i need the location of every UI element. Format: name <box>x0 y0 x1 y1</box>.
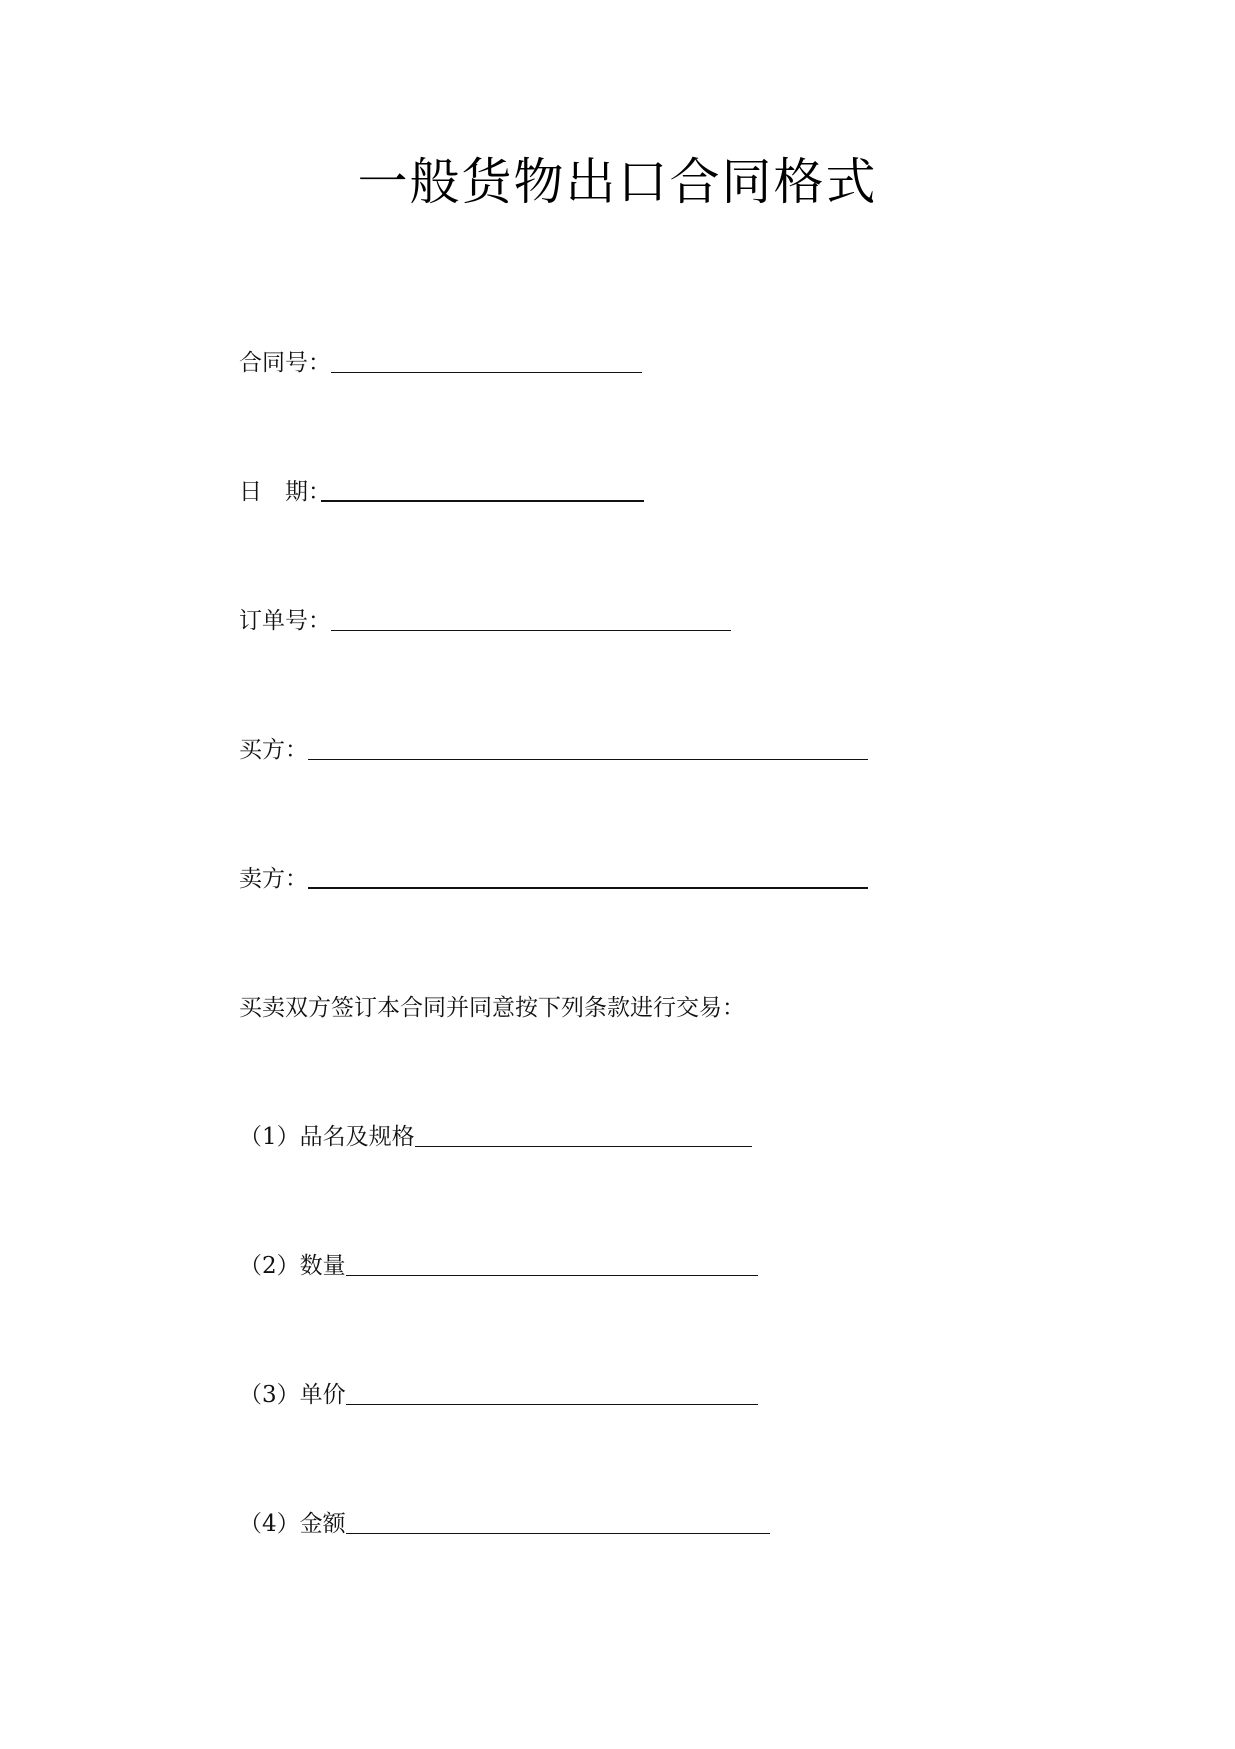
term-label-name-spec: 品名及规格 <box>299 1124 415 1150</box>
term-blank-name-spec[interactable] <box>415 1146 752 1147</box>
term-blank-quantity[interactable] <box>346 1275 758 1276</box>
date-blank[interactable] <box>321 500 644 502</box>
contract-no-blank[interactable] <box>331 372 642 373</box>
term-row-2 <box>239 1251 758 1281</box>
intro-text: 买卖双方签订本合同并同意按下列条款进行交易： <box>239 995 745 1021</box>
term-number: （2） <box>239 1253 300 1279</box>
buyer-row <box>239 735 868 765</box>
term-label-unit-price: 单价 <box>299 1382 346 1408</box>
contract-no-label: 合同号： <box>239 350 331 376</box>
term-row-3 <box>239 1380 758 1410</box>
term-blank-amount[interactable] <box>346 1533 770 1534</box>
date-label: 日 期： <box>239 479 331 505</box>
term-label-amount: 金额 <box>299 1511 346 1537</box>
buyer-blank[interactable] <box>308 759 868 760</box>
contract-no-row <box>239 348 642 378</box>
term-row-1 <box>239 1122 752 1152</box>
order-no-blank[interactable] <box>331 630 731 631</box>
date-row <box>239 477 644 507</box>
term-number: （4） <box>239 1511 300 1537</box>
order-no-row <box>239 606 731 636</box>
seller-row <box>239 864 868 894</box>
term-blank-unit-price[interactable] <box>346 1404 758 1405</box>
term-number: （3） <box>239 1382 300 1408</box>
order-no-label: 订单号： <box>239 608 331 634</box>
seller-label: 卖方： <box>239 866 308 892</box>
document-title: 一般货物出口合同格式 <box>357 153 878 211</box>
term-number: （1） <box>239 1124 300 1150</box>
term-row-4 <box>239 1509 770 1539</box>
intro-row <box>239 993 745 1023</box>
seller-blank[interactable] <box>308 887 868 889</box>
term-label-quantity: 数量 <box>299 1253 346 1279</box>
buyer-label: 买方： <box>239 737 308 763</box>
